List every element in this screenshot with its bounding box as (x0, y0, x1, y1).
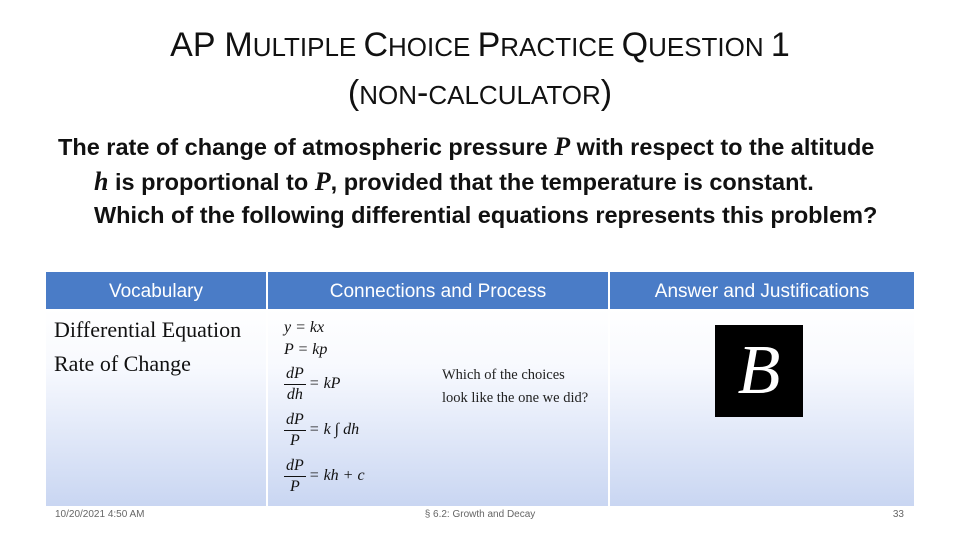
question-part-2: with respect to the altitude (570, 134, 875, 160)
vocab-item: Rate of Change (54, 351, 191, 376)
question-paragraph (58, 130, 878, 233)
answer-cell (610, 309, 914, 506)
vocab-item: Differential Equation (54, 317, 242, 342)
equation-2: P = kp (284, 341, 328, 358)
title-fragment: C (363, 26, 389, 64)
variable-p-2: P (314, 166, 331, 196)
fraction-denominator: dh (286, 385, 303, 403)
process-note (442, 364, 588, 410)
title-line-1 (0, 22, 960, 70)
question-text (58, 130, 878, 233)
title-fragment: 1 (770, 26, 790, 64)
title-fragment: HOICE (388, 32, 478, 62)
question-part-1: The rate of change of atmospheric pressure (58, 134, 555, 160)
fraction-numerator: dP (284, 410, 306, 431)
question-part-3: is proportional to (108, 168, 315, 195)
equation-5 (284, 453, 365, 499)
process-work (284, 317, 365, 499)
equation-rhs: = k ∫ dh (308, 421, 360, 438)
vocabulary-cell (46, 309, 266, 506)
title-fragment: RACTICE (500, 32, 622, 62)
header-vocabulary: Vocabulary (46, 272, 266, 309)
slide-number: 33 (892, 509, 904, 520)
equation-1: y = kx (284, 319, 325, 336)
question-table (46, 272, 914, 506)
question-part-4: , provided that the temperature is constant. Which of the following differential equations represents this problem? (94, 168, 878, 228)
title-fragment: - (417, 74, 429, 112)
variable-h: h (94, 166, 109, 196)
fraction-numerator: dP (284, 364, 306, 385)
process-cell (268, 309, 608, 506)
title-fragment: CALCULATOR (428, 80, 601, 110)
title-fragment: ULTIPLE (252, 32, 364, 62)
header-answer: Answer and Justifications (610, 272, 914, 309)
slide-title (0, 22, 960, 118)
footer-section: § 6.2: Growth and Decay (424, 509, 536, 520)
footer-date: 10/20/2021 4:50 AM (55, 509, 145, 520)
title-fragment: Q (621, 26, 649, 64)
fraction-denominator: P (290, 431, 300, 449)
equation-rhs: = kh + c (308, 467, 365, 484)
variable-p: P (554, 132, 571, 161)
answer-letter: B (715, 325, 803, 417)
fraction-numerator: dP (284, 456, 306, 477)
note-line-2: look like the one we did? (442, 390, 589, 406)
title-fragment: NON (359, 80, 418, 110)
vocabulary-list (54, 313, 241, 381)
equation-rhs: = kP (308, 375, 341, 392)
title-line-2 (0, 70, 960, 118)
title-fragment: UESTION (648, 32, 771, 62)
note-line-1: Which of the choices (442, 367, 565, 383)
title-fragment: ( (347, 74, 360, 112)
title-fragment: P (477, 26, 501, 64)
equation-3 (284, 361, 365, 407)
fraction-denominator: P (290, 477, 300, 495)
title-fragment: AP M (170, 26, 253, 64)
title-fragment: ) (600, 74, 613, 112)
header-connections: Connections and Process (268, 272, 608, 309)
equation-4 (284, 407, 365, 453)
